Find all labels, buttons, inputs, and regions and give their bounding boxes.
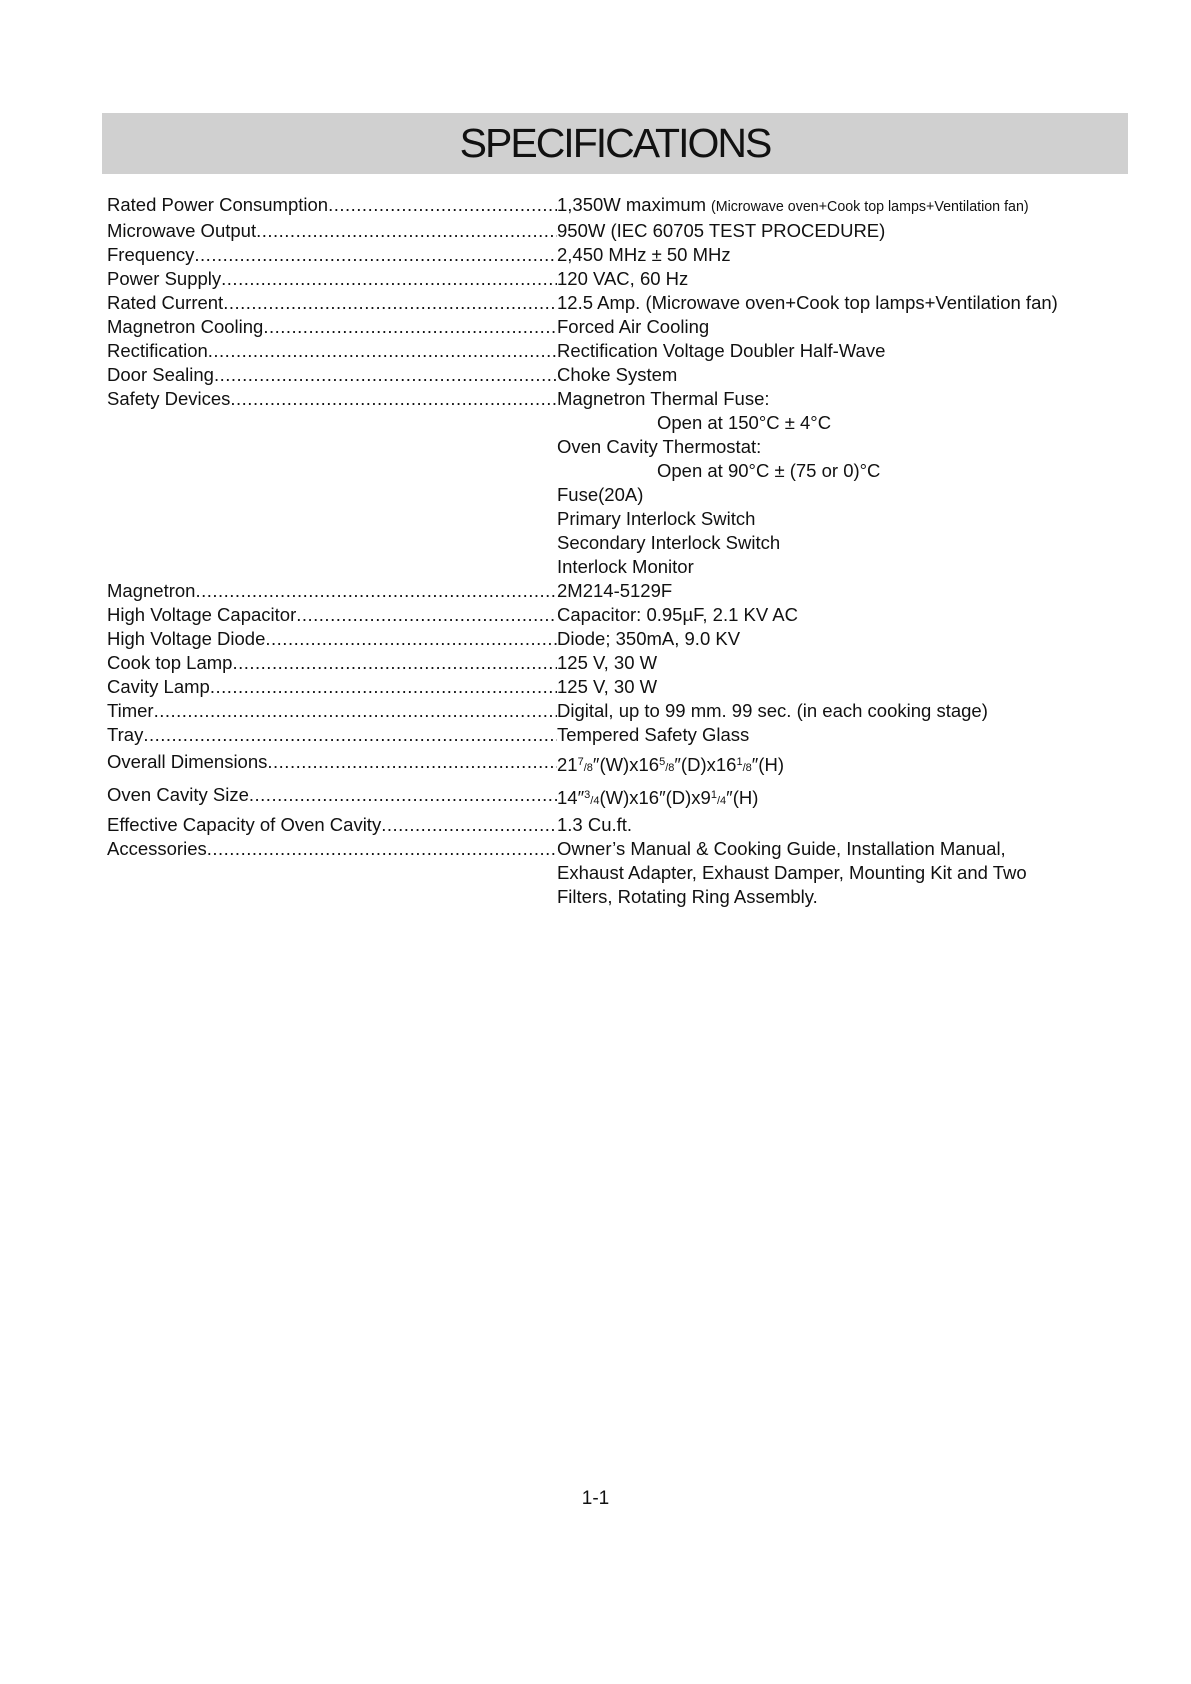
spec-label: High Voltage Capacitor xyxy=(107,604,297,625)
spec-row xyxy=(107,387,1157,411)
safety-line: Interlock Monitor xyxy=(557,556,694,577)
safety-line: Oven Cavity Thermostat: xyxy=(557,436,762,457)
spec-value: 1,350W maximum xyxy=(557,194,712,215)
spec-row xyxy=(107,291,1157,315)
spec-row xyxy=(107,219,1157,243)
spec-value: $14''^3/4(W)x16''(D)x9^1/4''(H)$ xyxy=(557,787,759,808)
spec-label: Microwave Output xyxy=(107,220,257,241)
page-title: SPECIFICATIONS xyxy=(459,120,771,166)
spec-row xyxy=(107,339,1157,363)
spec-value: 2,450 MHz ± 50 MHz xyxy=(557,244,731,265)
spec-label: Rated Power Consumption xyxy=(107,194,329,215)
spec-label: Rectification xyxy=(107,340,208,361)
spec-row xyxy=(107,363,1157,387)
spec-row xyxy=(107,315,1157,339)
spec-value: 12.5 Amp. (Microwave oven+Cook top lamps+Ventilation fan) xyxy=(557,292,1058,313)
page-number: 1-1 xyxy=(581,1488,610,1509)
title-bar xyxy=(102,113,1128,174)
spec-label: Oven Cavity Size xyxy=(107,784,249,805)
spec-value: Rectification Voltage Doubler Half-Wave xyxy=(557,340,886,361)
spec-label: Timer xyxy=(107,700,154,721)
spec-value: 2M214-5129F xyxy=(557,580,673,601)
spec-label: Tray xyxy=(107,724,144,745)
spec-label: High Voltage Diode xyxy=(107,628,266,649)
spec-value: 120 VAC, 60 Hz xyxy=(557,268,689,289)
spec-note: (Microwave oven+Cook top lamps+Ventilation fan) xyxy=(711,198,1029,215)
safety-line: Primary Interlock Switch xyxy=(557,508,756,529)
spec-row-overall-dimensions xyxy=(107,750,1157,780)
spec-value: Forced Air Cooling xyxy=(557,316,710,337)
spec-row xyxy=(107,193,1157,219)
spec-row xyxy=(107,579,1157,603)
spec-row xyxy=(107,603,1157,627)
spec-row xyxy=(107,267,1157,291)
spec-value: Tempered Safety Glass xyxy=(557,724,750,745)
accessory-line: Exhaust Adapter, Exhaust Damper, Mounting Kit and Two xyxy=(557,862,1027,883)
spec-value: $21^7/8''(W)x16^5/8''(D)x16^1/8''(H)$ xyxy=(557,754,784,775)
spec-label: Magnetron xyxy=(107,580,196,601)
spec-value: Diode; 350mA, 9.0 KV xyxy=(557,628,741,649)
spec-list xyxy=(107,193,1157,909)
spec-row xyxy=(107,837,1157,861)
spec-value: 125 V, 30 W xyxy=(557,652,658,673)
spec-label: Door Sealing xyxy=(107,364,214,385)
spec-label: Frequency xyxy=(107,244,195,265)
spec-value: 950W (IEC 60705 TEST PROCEDURE) xyxy=(557,220,886,241)
spec-row xyxy=(107,675,1157,699)
accessory-line: Filters, Rotating Ring Assembly. xyxy=(557,886,818,907)
spec-label: Accessories xyxy=(107,838,207,859)
spec-value: Capacitor: 0.95µF, 2.1 KV AC xyxy=(557,604,799,625)
spec-value: 125 V, 30 W xyxy=(557,676,658,697)
safety-line: Open at 150°C ± 4°C xyxy=(657,412,832,433)
spec-label: Safety Devices xyxy=(107,388,231,409)
spec-label: Effective Capacity of Oven Cavity xyxy=(107,814,382,835)
spec-row xyxy=(107,651,1157,675)
spec-row xyxy=(107,699,1157,723)
spec-value: 1.3 Cu.ft. xyxy=(557,814,633,835)
spec-label: Magnetron Cooling xyxy=(107,316,264,337)
spec-label: Cavity Lamp xyxy=(107,676,210,697)
spec-label: Rated Current xyxy=(107,292,224,313)
safety-line: Fuse(20A) xyxy=(557,484,644,505)
spec-row-cavity-size xyxy=(107,783,1157,813)
spec-row xyxy=(107,813,1157,837)
safety-line: Secondary Interlock Switch xyxy=(557,532,781,553)
spec-row xyxy=(107,243,1157,267)
spec-value: Digital, up to 99 mm. 99 sec. (in each cooking stage) xyxy=(557,700,988,721)
spec-value: Choke System xyxy=(557,364,678,385)
spec-label: Power Supply xyxy=(107,268,222,289)
spec-label: Cook top Lamp xyxy=(107,652,233,673)
spec-row xyxy=(107,723,1157,747)
safety-line: Open at 90°C ± (75 or 0)°C xyxy=(657,460,881,481)
spec-row xyxy=(107,627,1157,651)
spec-label: Overall Dimensions xyxy=(107,751,268,772)
spec-value: Magnetron Thermal Fuse: xyxy=(557,388,770,409)
spec-value: Owner’s Manual & Cooking Guide, Installation Manual, xyxy=(557,838,1006,859)
